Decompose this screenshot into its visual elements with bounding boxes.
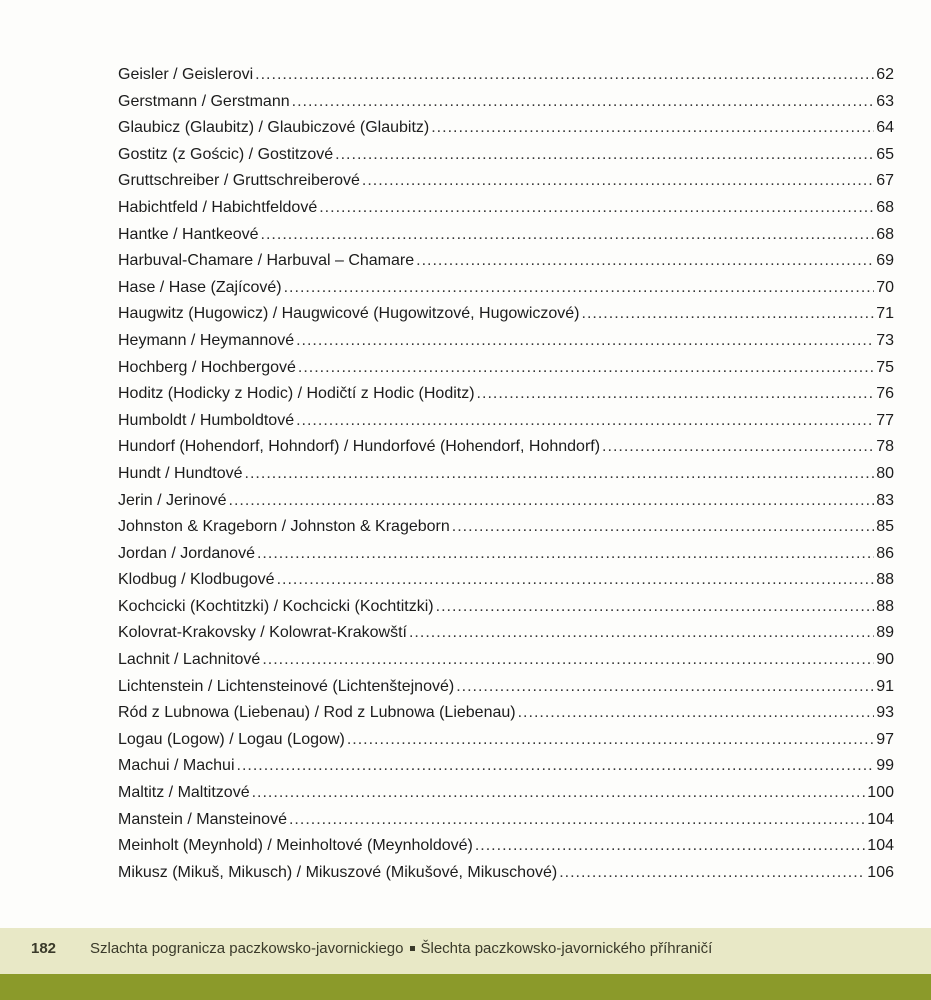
toc-entry-page: 63 (876, 92, 894, 110)
toc-entry (118, 168, 894, 195)
toc-entry-title: Kochcicki (Kochtitzki) / Kochcicki (Kochtitzki) (118, 597, 434, 615)
toc-dot-leader (252, 780, 866, 807)
toc-entry-title: Hochberg / Hochbergové (118, 358, 296, 376)
toc-entry-title: Haugwitz (Hugowicz) / Haugwicové (Hugowitzové, Hugowiczové) (118, 305, 580, 323)
toc-entry-title: Gostitz (z Gościc) / Gostitzové (118, 145, 334, 163)
toc-entry (118, 355, 894, 382)
toc-entry-page: 104 (867, 837, 894, 855)
toc-entry-title: Humboldt / Humboldtové (118, 411, 295, 429)
toc-dot-leader (289, 807, 865, 834)
toc-entry-page: 99 (876, 757, 894, 775)
bullet-separator-icon (410, 946, 415, 951)
toc-entry-page: 88 (876, 597, 894, 615)
toc-dot-leader (347, 727, 874, 754)
toc-entry-title: Heymann / Heymannové (118, 331, 295, 349)
toc-entry-page: 75 (876, 358, 894, 376)
toc-entry-title: Glaubicz (Glaubitz) / Glaubiczové (Glaubitz) (118, 119, 430, 137)
toc-entry-title: Hantke / Hantkeové (118, 225, 259, 243)
toc-entry-page: 97 (876, 730, 894, 748)
toc-dot-leader (296, 328, 874, 355)
toc-entry-page: 88 (876, 571, 894, 589)
toc-entry-title: Hase / Hase (Zajícové) (118, 278, 282, 296)
toc-entry (118, 89, 894, 116)
toc-dot-leader (559, 860, 865, 887)
toc-entry (118, 381, 894, 408)
table-of-contents (118, 62, 894, 886)
toc-dot-leader (477, 381, 875, 408)
toc-entry-page: 83 (876, 491, 894, 509)
toc-dot-leader (518, 700, 875, 727)
toc-entry-title: Hundorf (Hohendorf, Hohndorf) / Hundorfové (Hohendorf, Hohndorf) (118, 438, 601, 456)
toc-entry-page: 104 (867, 810, 894, 828)
toc-dot-leader (456, 674, 874, 701)
toc-dot-leader (298, 355, 874, 382)
toc-dot-leader (436, 594, 875, 621)
toc-dot-leader (335, 142, 874, 169)
toc-entry (118, 195, 894, 222)
toc-entry-page: 76 (876, 385, 894, 403)
toc-entry (118, 753, 894, 780)
footer-band (0, 928, 931, 974)
toc-entry-page: 73 (876, 331, 894, 349)
toc-entry-page: 69 (876, 252, 894, 270)
toc-entry (118, 248, 894, 275)
toc-dot-leader (277, 567, 875, 594)
toc-entry (118, 461, 894, 488)
toc-entry (118, 275, 894, 302)
toc-dot-leader (602, 434, 874, 461)
toc-entry-title: Lachnit / Lachnitové (118, 651, 261, 669)
toc-entry (118, 222, 894, 249)
toc-entry (118, 142, 894, 169)
toc-entry-title: Jerin / Jerinové (118, 491, 227, 509)
toc-entry-title: Jordan / Jordanové (118, 544, 255, 562)
toc-entry-title: Harbuval-Chamare / Harbuval – Chamare (118, 252, 415, 270)
toc-entry-page: 100 (867, 784, 894, 802)
toc-entry-title: Manstein / Mansteinové (118, 810, 287, 828)
toc-dot-leader (319, 195, 874, 222)
toc-entry (118, 115, 894, 142)
toc-dot-leader (292, 89, 875, 116)
toc-dot-leader (261, 222, 875, 249)
toc-entry (118, 408, 894, 435)
toc-entry (118, 700, 894, 727)
toc-entry-page: 68 (876, 225, 894, 243)
toc-entry (118, 833, 894, 860)
toc-entry (118, 301, 894, 328)
toc-entry-title: Ród z Lubnowa (Liebenau) / Rod z Lubnowa (Liebenau) (118, 704, 516, 722)
toc-entry (118, 807, 894, 834)
footer-title-czech: Šlechta paczkowsko-javornického příhraničí (420, 940, 713, 957)
toc-dot-leader (452, 514, 874, 541)
toc-dot-leader (255, 62, 874, 89)
toc-entry-title: Habichtfeld / Habichtfeldové (118, 198, 318, 216)
toc-entry (118, 620, 894, 647)
toc-entry-page: 77 (876, 411, 894, 429)
toc-entry (118, 674, 894, 701)
toc-dot-leader (262, 647, 874, 674)
toc-entry-page: 80 (876, 464, 894, 482)
toc-entry-page: 85 (876, 518, 894, 536)
toc-entry-title: Geisler / Geislerovi (118, 66, 254, 83)
toc-entry-page: 78 (876, 438, 894, 456)
footer-title-polish: Szlachta pogranicza paczkowsko-javornickiego (90, 940, 404, 957)
toc-entry-title: Johnston & Krageborn / Johnston & Krageborn (118, 518, 450, 536)
toc-entry (118, 328, 894, 355)
toc-entry (118, 780, 894, 807)
toc-entry-page: 62 (876, 66, 894, 83)
toc-entry (118, 434, 894, 461)
toc-dot-leader (475, 833, 865, 860)
toc-entry-title: Meinholt (Meynhold) / Meinholtové (Meynholdové) (118, 837, 473, 855)
toc-entry-page: 89 (876, 624, 894, 642)
toc-dot-leader (362, 168, 874, 195)
toc-entry-title: Hundt / Hundtové (118, 464, 243, 482)
toc-dot-leader (416, 248, 874, 275)
toc-entry-title: Logau (Logow) / Logau (Logow) (118, 730, 345, 748)
toc-dot-leader (257, 541, 874, 568)
toc-entry (118, 860, 894, 887)
toc-entry-page: 71 (876, 305, 894, 323)
toc-entry-page: 86 (876, 544, 894, 562)
toc-dot-leader (409, 620, 874, 647)
toc-entry-title: Maltitz / Maltitzové (118, 784, 250, 802)
toc-entry-title: Gerstmann / Gerstmann (118, 92, 290, 110)
toc-entry-title: Kolovrat-Krakovsky / Kolowrat-Krakowští (118, 624, 407, 642)
toc-dot-leader (582, 301, 875, 328)
toc-dot-leader (245, 461, 875, 488)
toc-entry-title: Hoditz (Hodicky z Hodic) / Hodičtí z Hodic (Hoditz) (118, 385, 475, 403)
toc-dot-leader (296, 408, 874, 435)
toc-entry-title: Mikusz (Mikuš, Mikusch) / Mikuszové (Mikušové, Mikuschové) (118, 863, 558, 881)
toc-dot-leader (284, 275, 875, 302)
toc-entry-page: 68 (876, 198, 894, 216)
footer-book-title (90, 940, 712, 957)
toc-entry-page: 70 (876, 278, 894, 296)
footer-color-bar (0, 974, 931, 1000)
toc-entry-page: 65 (876, 145, 894, 163)
toc-dot-leader (431, 115, 874, 142)
toc-entry-page: 90 (876, 651, 894, 669)
toc-entry-page: 91 (876, 677, 894, 695)
toc-entry (118, 541, 894, 568)
toc-entry (118, 567, 894, 594)
toc-dot-leader (237, 753, 875, 780)
toc-entry (118, 514, 894, 541)
toc-entry-title: Machui / Machui (118, 757, 235, 775)
toc-entry-page: 67 (876, 172, 894, 190)
toc-entry (118, 488, 894, 515)
toc-entry-page: 64 (876, 119, 894, 137)
toc-entry-title: Gruttschreiber / Gruttschreiberové (118, 172, 360, 190)
toc-entry-page: 106 (867, 863, 894, 881)
toc-entry-page: 93 (876, 704, 894, 722)
toc-entry (118, 594, 894, 621)
toc-dot-leader (229, 488, 875, 515)
footer-page-number: 182 (31, 940, 57, 957)
toc-entry (118, 647, 894, 674)
toc-entry-title: Klodbug / Klodbugové (118, 571, 275, 589)
toc-entry-title: Lichtenstein / Lichtensteinové (Lichtenštejnové) (118, 677, 455, 695)
toc-entry (118, 62, 894, 89)
toc-entry (118, 727, 894, 754)
